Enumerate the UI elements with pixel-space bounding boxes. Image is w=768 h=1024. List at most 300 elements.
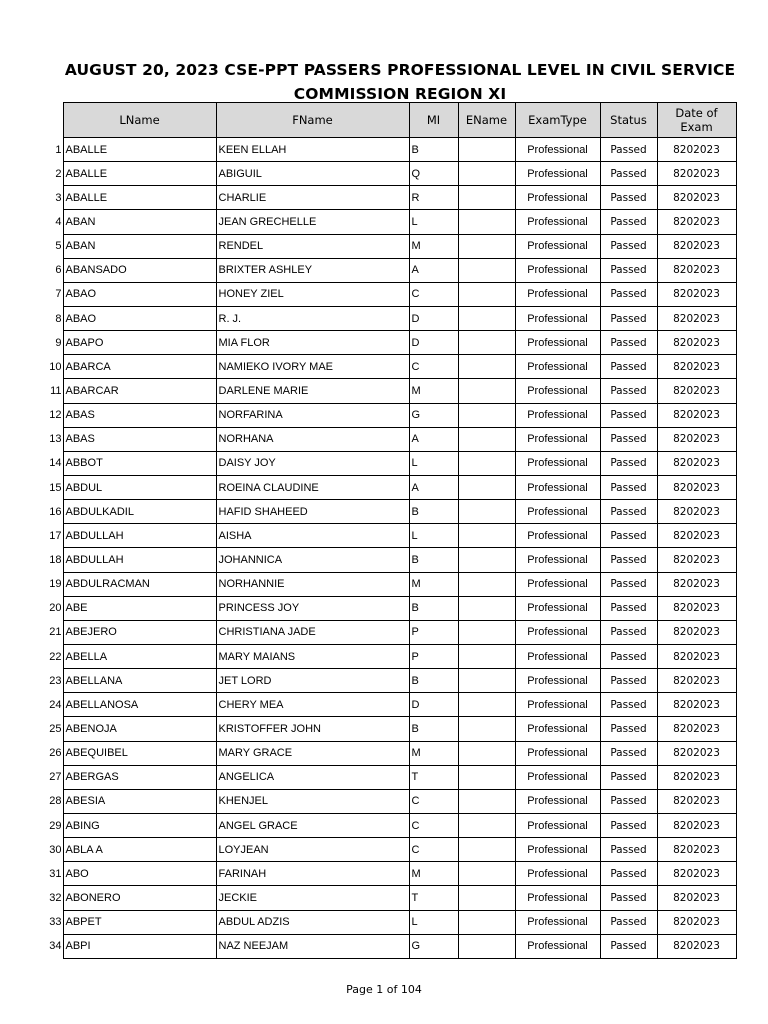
lname-cell: ABEQUIBEL (63, 741, 216, 765)
lname-cell: ABERGAS (63, 765, 216, 789)
ename-cell (458, 331, 515, 355)
fname-cell: NORFARINA (216, 403, 409, 427)
row-number: 32 (38, 886, 63, 910)
mi-cell: C (409, 813, 458, 837)
lname-cell: ABDUL (63, 475, 216, 499)
row-number: 33 (38, 910, 63, 934)
date-cell: 8202023 (657, 258, 736, 282)
lname-cell: ABAS (63, 427, 216, 451)
table-row (38, 355, 736, 379)
mi-cell: M (409, 741, 458, 765)
table-header-row (38, 103, 736, 138)
date-cell: 8202023 (657, 186, 736, 210)
lname-cell: ABONERO (63, 886, 216, 910)
fname-cell: JET LORD (216, 669, 409, 693)
date-cell: 8202023 (657, 572, 736, 596)
row-number: 11 (38, 379, 63, 403)
date-cell: 8202023 (657, 620, 736, 644)
mi-cell: B (409, 596, 458, 620)
examtype-cell: Professional (515, 572, 600, 596)
ename-cell (458, 379, 515, 403)
lname-cell: ABELLA (63, 644, 216, 668)
title-line-2: COMMISSION REGION XI (293, 85, 507, 103)
date-cell: 8202023 (657, 669, 736, 693)
status-cell: Passed (600, 451, 657, 475)
examtype-cell: Professional (515, 789, 600, 813)
examtype-cell: Professional (515, 500, 600, 524)
status-cell: Passed (600, 620, 657, 644)
date-cell: 8202023 (657, 524, 736, 548)
date-cell: 8202023 (657, 765, 736, 789)
status-cell: Passed (600, 524, 657, 548)
row-number: 13 (38, 427, 63, 451)
row-number: 17 (38, 524, 63, 548)
ename-cell (458, 475, 515, 499)
row-number: 14 (38, 451, 63, 475)
mi-cell: Q (409, 162, 458, 186)
table-row (38, 717, 736, 741)
fname-cell: DARLENE MARIE (216, 379, 409, 403)
ename-cell (458, 258, 515, 282)
fname-cell: DAISY JOY (216, 451, 409, 475)
lname-cell: ABDULRACMAN (63, 572, 216, 596)
status-cell: Passed (600, 138, 657, 162)
date-cell: 8202023 (657, 234, 736, 258)
examtype-cell: Professional (515, 596, 600, 620)
ename-cell (458, 693, 515, 717)
date-cell: 8202023 (657, 838, 736, 862)
lname-cell: ABBOT (63, 451, 216, 475)
table-row (38, 548, 736, 572)
mi-cell: T (409, 886, 458, 910)
row-number: 18 (38, 548, 63, 572)
table-row (38, 886, 736, 910)
fname-cell: KHENJEL (216, 789, 409, 813)
examtype-cell: Professional (515, 717, 600, 741)
table-row (38, 162, 736, 186)
fname-cell: ANGELICA (216, 765, 409, 789)
table-row (38, 838, 736, 862)
header-examtype: ExamType (515, 103, 600, 138)
status-cell: Passed (600, 572, 657, 596)
table-row (38, 500, 736, 524)
lname-cell: ABAS (63, 403, 216, 427)
mi-cell: B (409, 138, 458, 162)
table-row (38, 789, 736, 813)
row-number: 1 (38, 138, 63, 162)
status-cell: Passed (600, 210, 657, 234)
lname-cell: ABALLE (63, 162, 216, 186)
date-cell: 8202023 (657, 427, 736, 451)
date-cell: 8202023 (657, 813, 736, 837)
ename-cell (458, 451, 515, 475)
lname-cell: ABARCAR (63, 379, 216, 403)
ename-cell (458, 186, 515, 210)
mi-cell: R (409, 186, 458, 210)
row-number: 16 (38, 500, 63, 524)
examtype-cell: Professional (515, 138, 600, 162)
ename-cell (458, 403, 515, 427)
header-status: Status (600, 103, 657, 138)
fname-cell: JOHANNICA (216, 548, 409, 572)
fname-cell: MARY MAIANS (216, 644, 409, 668)
date-cell: 8202023 (657, 162, 736, 186)
status-cell: Passed (600, 355, 657, 379)
fname-cell: BRIXTER ASHLEY (216, 258, 409, 282)
examtype-cell: Professional (515, 331, 600, 355)
examtype-cell: Professional (515, 186, 600, 210)
row-number: 10 (38, 355, 63, 379)
examtype-cell: Professional (515, 524, 600, 548)
lname-cell: ABPET (63, 910, 216, 934)
fname-cell: R. J. (216, 306, 409, 330)
fname-cell: MARY GRACE (216, 741, 409, 765)
date-cell: 8202023 (657, 693, 736, 717)
row-number: 29 (38, 813, 63, 837)
fname-cell: JECKIE (216, 886, 409, 910)
date-cell: 8202023 (657, 886, 736, 910)
examtype-cell: Professional (515, 475, 600, 499)
table-row (38, 669, 736, 693)
row-number: 4 (38, 210, 63, 234)
fname-cell: FARINAH (216, 862, 409, 886)
fname-cell: ABIGUIL (216, 162, 409, 186)
mi-cell: D (409, 306, 458, 330)
status-cell: Passed (600, 813, 657, 837)
header-row-number (38, 103, 63, 138)
status-cell: Passed (600, 693, 657, 717)
date-cell: 8202023 (657, 282, 736, 306)
ename-cell (458, 282, 515, 306)
examtype-cell: Professional (515, 910, 600, 934)
date-cell: 8202023 (657, 355, 736, 379)
date-cell: 8202023 (657, 210, 736, 234)
ename-cell (458, 789, 515, 813)
table-row (38, 282, 736, 306)
table-row (38, 934, 736, 958)
fname-cell: KRISTOFFER JOHN (216, 717, 409, 741)
date-cell: 8202023 (657, 306, 736, 330)
header-fname: FName (216, 103, 409, 138)
table-row (38, 331, 736, 355)
lname-cell: ABDULLAH (63, 548, 216, 572)
date-cell: 8202023 (657, 331, 736, 355)
mi-cell: L (409, 451, 458, 475)
table-body (38, 138, 736, 959)
row-number: 8 (38, 306, 63, 330)
table-row (38, 475, 736, 499)
status-cell: Passed (600, 548, 657, 572)
row-number: 25 (38, 717, 63, 741)
date-cell: 8202023 (657, 548, 736, 572)
status-cell: Passed (600, 500, 657, 524)
row-number: 21 (38, 620, 63, 644)
fname-cell: PRINCESS JOY (216, 596, 409, 620)
row-number: 9 (38, 331, 63, 355)
examtype-cell: Professional (515, 693, 600, 717)
ename-cell (458, 500, 515, 524)
status-cell: Passed (600, 765, 657, 789)
date-cell: 8202023 (657, 862, 736, 886)
ename-cell (458, 910, 515, 934)
examtype-cell: Professional (515, 741, 600, 765)
mi-cell: P (409, 644, 458, 668)
status-cell: Passed (600, 669, 657, 693)
ename-cell (458, 741, 515, 765)
examtype-cell: Professional (515, 862, 600, 886)
table-row (38, 258, 736, 282)
row-number: 23 (38, 669, 63, 693)
lname-cell: ABPI (63, 934, 216, 958)
examtype-cell: Professional (515, 620, 600, 644)
table-row (38, 403, 736, 427)
row-number: 6 (38, 258, 63, 282)
lname-cell: ABING (63, 813, 216, 837)
examtype-cell: Professional (515, 306, 600, 330)
passers-table (38, 102, 737, 959)
lname-cell: ABAPO (63, 331, 216, 355)
mi-cell: M (409, 234, 458, 258)
examtype-cell: Professional (515, 669, 600, 693)
lname-cell: ABAN (63, 234, 216, 258)
ename-cell (458, 138, 515, 162)
status-cell: Passed (600, 596, 657, 620)
status-cell: Passed (600, 234, 657, 258)
date-cell: 8202023 (657, 789, 736, 813)
table-row (38, 210, 736, 234)
examtype-cell: Professional (515, 258, 600, 282)
fname-cell: NORHANNIE (216, 572, 409, 596)
lname-cell: ABEJERO (63, 620, 216, 644)
table-row (38, 693, 736, 717)
ename-cell (458, 306, 515, 330)
fname-cell: LOYJEAN (216, 838, 409, 862)
mi-cell: M (409, 572, 458, 596)
lname-cell: ABAO (63, 282, 216, 306)
mi-cell: C (409, 355, 458, 379)
row-number: 26 (38, 741, 63, 765)
table-row (38, 596, 736, 620)
date-cell: 8202023 (657, 741, 736, 765)
table-row (38, 306, 736, 330)
fname-cell: AISHA (216, 524, 409, 548)
lname-cell: ABAO (63, 306, 216, 330)
examtype-cell: Professional (515, 210, 600, 234)
lname-cell: ABENOJA (63, 717, 216, 741)
lname-cell: ABARCA (63, 355, 216, 379)
row-number: 12 (38, 403, 63, 427)
date-cell: 8202023 (657, 138, 736, 162)
mi-cell: P (409, 620, 458, 644)
mi-cell: D (409, 331, 458, 355)
status-cell: Passed (600, 862, 657, 886)
fname-cell: NAMIEKO IVORY MAE (216, 355, 409, 379)
status-cell: Passed (600, 789, 657, 813)
mi-cell: C (409, 789, 458, 813)
ename-cell (458, 644, 515, 668)
ename-cell (458, 427, 515, 451)
status-cell: Passed (600, 306, 657, 330)
table-row (38, 138, 736, 162)
lname-cell: ABDULLAH (63, 524, 216, 548)
ename-cell (458, 813, 515, 837)
status-cell: Passed (600, 838, 657, 862)
fname-cell: ANGEL GRACE (216, 813, 409, 837)
fname-cell: CHARLIE (216, 186, 409, 210)
examtype-cell: Professional (515, 403, 600, 427)
mi-cell: A (409, 258, 458, 282)
mi-cell: M (409, 379, 458, 403)
fname-cell: NORHANA (216, 427, 409, 451)
fname-cell: CHRISTIANA JADE (216, 620, 409, 644)
lname-cell: ABAN (63, 210, 216, 234)
date-cell: 8202023 (657, 475, 736, 499)
mi-cell: T (409, 765, 458, 789)
mi-cell: C (409, 282, 458, 306)
status-cell: Passed (600, 717, 657, 741)
table-row (38, 620, 736, 644)
row-number: 31 (38, 862, 63, 886)
status-cell: Passed (600, 186, 657, 210)
ename-cell (458, 620, 515, 644)
mi-cell: G (409, 403, 458, 427)
status-cell: Passed (600, 741, 657, 765)
examtype-cell: Professional (515, 548, 600, 572)
row-number: 30 (38, 838, 63, 862)
header-mi: MI (409, 103, 458, 138)
examtype-cell: Professional (515, 644, 600, 668)
row-number: 27 (38, 765, 63, 789)
row-number: 15 (38, 475, 63, 499)
status-cell: Passed (600, 258, 657, 282)
ename-cell (458, 524, 515, 548)
date-cell: 8202023 (657, 596, 736, 620)
examtype-cell: Professional (515, 427, 600, 451)
mi-cell: B (409, 548, 458, 572)
lname-cell: ABO (63, 862, 216, 886)
table-row (38, 644, 736, 668)
row-number: 34 (38, 934, 63, 958)
table-row (38, 910, 736, 934)
status-cell: Passed (600, 331, 657, 355)
mi-cell: D (409, 693, 458, 717)
status-cell: Passed (600, 282, 657, 306)
mi-cell: C (409, 838, 458, 862)
document-title (60, 58, 740, 106)
examtype-cell: Professional (515, 838, 600, 862)
fname-cell: MIA FLOR (216, 331, 409, 355)
examtype-cell: Professional (515, 934, 600, 958)
examtype-cell: Professional (515, 451, 600, 475)
table-row (38, 741, 736, 765)
ename-cell (458, 717, 515, 741)
row-number: 5 (38, 234, 63, 258)
ename-cell (458, 838, 515, 862)
ename-cell (458, 210, 515, 234)
status-cell: Passed (600, 427, 657, 451)
row-number: 28 (38, 789, 63, 813)
status-cell: Passed (600, 162, 657, 186)
table-row (38, 427, 736, 451)
mi-cell: B (409, 669, 458, 693)
row-number: 24 (38, 693, 63, 717)
fname-cell: NAZ NEEJAM (216, 934, 409, 958)
examtype-cell: Professional (515, 886, 600, 910)
lname-cell: ABDULKADIL (63, 500, 216, 524)
mi-cell: B (409, 717, 458, 741)
examtype-cell: Professional (515, 355, 600, 379)
date-cell: 8202023 (657, 379, 736, 403)
table-row (38, 524, 736, 548)
ename-cell (458, 669, 515, 693)
ename-cell (458, 934, 515, 958)
date-cell: 8202023 (657, 717, 736, 741)
ename-cell (458, 765, 515, 789)
table-row (38, 813, 736, 837)
date-cell: 8202023 (657, 910, 736, 934)
header-ename: EName (458, 103, 515, 138)
page-number: Page 1 of 104 (346, 983, 422, 996)
date-cell: 8202023 (657, 403, 736, 427)
table-row (38, 572, 736, 596)
fname-cell: CHERY MEA (216, 693, 409, 717)
lname-cell: ABALLE (63, 186, 216, 210)
ename-cell (458, 234, 515, 258)
ename-cell (458, 862, 515, 886)
fname-cell: RENDEL (216, 234, 409, 258)
title-line-1: AUGUST 20, 2023 CSE-PPT PASSERS PROFESSIONAL LEVEL IN CIVIL SERVICE (64, 61, 736, 79)
mi-cell: A (409, 475, 458, 499)
mi-cell: G (409, 934, 458, 958)
ename-cell (458, 162, 515, 186)
row-number: 2 (38, 162, 63, 186)
mi-cell: B (409, 500, 458, 524)
row-number: 20 (38, 596, 63, 620)
header-lname: LName (63, 103, 216, 138)
lname-cell: ABELLANOSA (63, 693, 216, 717)
examtype-cell: Professional (515, 162, 600, 186)
status-cell: Passed (600, 475, 657, 499)
table-row (38, 451, 736, 475)
fname-cell: ABDUL ADZIS (216, 910, 409, 934)
table-row (38, 186, 736, 210)
fname-cell: HAFID SHAHEED (216, 500, 409, 524)
fname-cell: HONEY ZIEL (216, 282, 409, 306)
mi-cell: M (409, 862, 458, 886)
row-number: 7 (38, 282, 63, 306)
status-cell: Passed (600, 379, 657, 403)
ename-cell (458, 572, 515, 596)
fname-cell: ROEINA CLAUDINE (216, 475, 409, 499)
examtype-cell: Professional (515, 379, 600, 403)
mi-cell: L (409, 210, 458, 234)
ename-cell (458, 596, 515, 620)
row-number: 22 (38, 644, 63, 668)
examtype-cell: Professional (515, 234, 600, 258)
examtype-cell: Professional (515, 765, 600, 789)
table-row (38, 234, 736, 258)
mi-cell: L (409, 910, 458, 934)
date-cell: 8202023 (657, 934, 736, 958)
table-row (38, 862, 736, 886)
examtype-cell: Professional (515, 813, 600, 837)
lname-cell: ABANSADO (63, 258, 216, 282)
lname-cell: ABE (63, 596, 216, 620)
status-cell: Passed (600, 644, 657, 668)
table-row (38, 765, 736, 789)
date-cell: 8202023 (657, 451, 736, 475)
row-number: 3 (38, 186, 63, 210)
